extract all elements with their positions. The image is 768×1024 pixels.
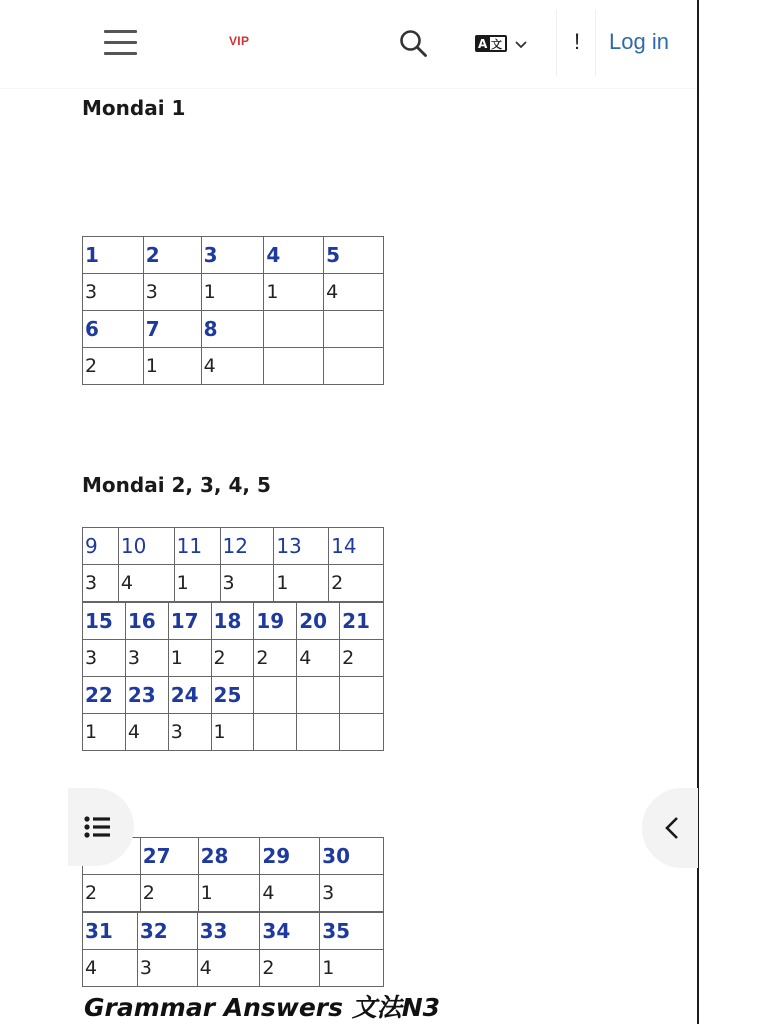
answer-table-mondai3b <box>82 912 384 987</box>
answer-table-mondai1 <box>82 236 384 385</box>
question-number-cell: 17 <box>168 603 211 640</box>
answer-cell: 2 <box>83 348 144 385</box>
table-row <box>83 311 384 348</box>
table-row <box>83 714 384 751</box>
collapse-panel-button[interactable] <box>642 788 698 868</box>
answer-cell <box>254 714 297 751</box>
answer-cell: 4 <box>260 875 320 912</box>
answer-cell: 3 <box>143 274 201 311</box>
answer-cell: 1 <box>201 274 264 311</box>
answer-table-mondai2a <box>82 527 384 602</box>
question-number-cell: 32 <box>137 913 197 950</box>
question-number-cell: 4 <box>264 237 324 274</box>
login-link[interactable]: Log in <box>609 29 669 54</box>
section-title-mondai1: Mondai 1 <box>82 96 186 120</box>
question-number-cell: 9 <box>83 528 119 565</box>
question-number-cell: 13 <box>274 528 329 565</box>
answer-cell: 4 <box>324 274 384 311</box>
question-number-cell: 34 <box>260 913 320 950</box>
answer-cell: 2 <box>260 950 320 987</box>
answer-cell: 4 <box>118 565 174 602</box>
answer-cell: 3 <box>83 640 126 677</box>
question-number-cell <box>297 677 340 714</box>
top-header <box>0 0 697 88</box>
question-number-cell: 16 <box>125 603 168 640</box>
question-number-cell: 1 <box>83 237 144 274</box>
question-number-cell: 20 <box>297 603 340 640</box>
question-number-cell: 3 <box>201 237 264 274</box>
answer-cell: 1 <box>211 714 254 751</box>
question-number-cell: 30 <box>320 838 384 875</box>
notice-exclamation[interactable]: ! <box>574 29 581 54</box>
question-number-cell: 14 <box>329 528 384 565</box>
table-row <box>83 348 384 385</box>
svg-text:文: 文 <box>491 38 502 51</box>
question-number-cell: 18 <box>211 603 254 640</box>
answer-cell <box>324 348 384 385</box>
answer-cell: 2 <box>211 640 254 677</box>
answer-table-mondai2b <box>82 602 384 751</box>
answer-cell: 1 <box>264 274 324 311</box>
answer-cell: 3 <box>125 640 168 677</box>
header-divider <box>556 10 557 76</box>
answer-cell: 2 <box>83 875 141 912</box>
answer-cell: 1 <box>83 714 126 751</box>
question-number-cell <box>254 677 297 714</box>
question-number-cell: 25 <box>211 677 254 714</box>
question-number-cell: 10 <box>118 528 174 565</box>
answer-cell: 2 <box>340 640 384 677</box>
question-number-cell: 15 <box>83 603 126 640</box>
table-row <box>83 677 384 714</box>
answer-cell <box>297 714 340 751</box>
answer-cell: 4 <box>297 640 340 677</box>
answer-cell: 3 <box>168 714 211 751</box>
answer-cell: 3 <box>83 274 144 311</box>
answer-cell: 4 <box>201 348 264 385</box>
vip-badge[interactable]: VIP <box>229 34 250 48</box>
page-right-border <box>697 0 699 1024</box>
question-number-cell: 8 <box>201 311 264 348</box>
answer-cell: 2 <box>329 565 384 602</box>
language-switcher[interactable] <box>474 31 534 57</box>
chevron-down-icon <box>514 40 528 50</box>
table-row <box>83 274 384 311</box>
answer-cell: 2 <box>140 875 198 912</box>
question-number-cell: 22 <box>83 677 126 714</box>
question-number-cell: 21 <box>340 603 384 640</box>
question-number-cell: 23 <box>125 677 168 714</box>
menu-hamburger-icon[interactable] <box>104 30 137 56</box>
answer-cell: 4 <box>125 714 168 751</box>
answer-cell <box>264 348 324 385</box>
answer-cell: 1 <box>168 640 211 677</box>
table-row <box>83 913 384 950</box>
chevron-left-icon <box>664 815 680 841</box>
question-number-cell: 2 <box>143 237 201 274</box>
answer-cell: 1 <box>174 565 220 602</box>
answer-cell: 2 <box>254 640 297 677</box>
answer-cell: 1 <box>143 348 201 385</box>
question-number-cell: 19 <box>254 603 297 640</box>
header-divider <box>595 10 596 76</box>
table-row <box>83 950 384 987</box>
answer-cell: 1 <box>320 950 384 987</box>
question-number-cell: 31 <box>83 913 138 950</box>
question-number-cell: 29 <box>260 838 320 875</box>
header-bottom-line <box>0 88 697 89</box>
answer-cell: 4 <box>83 950 138 987</box>
question-number-cell <box>324 311 384 348</box>
answer-cell: 3 <box>83 565 119 602</box>
answer-cell: 4 <box>197 950 260 987</box>
answer-cell: 3 <box>320 875 384 912</box>
question-number-cell: 7 <box>143 311 201 348</box>
answer-cell <box>340 714 384 751</box>
question-number-cell: 6 <box>83 311 144 348</box>
section-title-mondai2-5: Mondai 2, 3, 4, 5 <box>82 473 271 497</box>
table-row <box>83 603 384 640</box>
table-row <box>83 528 384 565</box>
table-row <box>83 640 384 677</box>
svg-text:A: A <box>478 37 488 51</box>
question-number-cell: 35 <box>320 913 384 950</box>
translate-icon <box>474 33 508 55</box>
answer-cell: 3 <box>220 565 274 602</box>
list-icon <box>84 815 112 839</box>
question-number-cell: 5 <box>324 237 384 274</box>
table-row <box>83 875 384 912</box>
question-number-cell: 12 <box>220 528 274 565</box>
question-number-cell: 11 <box>174 528 220 565</box>
question-number-cell: 33 <box>197 913 260 950</box>
table-row <box>83 237 384 274</box>
answer-cell: 3 <box>137 950 197 987</box>
footer-title: Grammar Answers 文法N3 <box>84 993 441 1022</box>
question-number-cell: 24 <box>168 677 211 714</box>
answer-cell: 1 <box>274 565 329 602</box>
search-icon[interactable] <box>398 28 428 58</box>
answer-cell: 1 <box>198 875 260 912</box>
table-row <box>83 565 384 602</box>
question-number-cell <box>264 311 324 348</box>
question-number-cell: 27 <box>140 838 198 875</box>
question-number-cell <box>340 677 384 714</box>
question-number-cell: 28 <box>198 838 260 875</box>
